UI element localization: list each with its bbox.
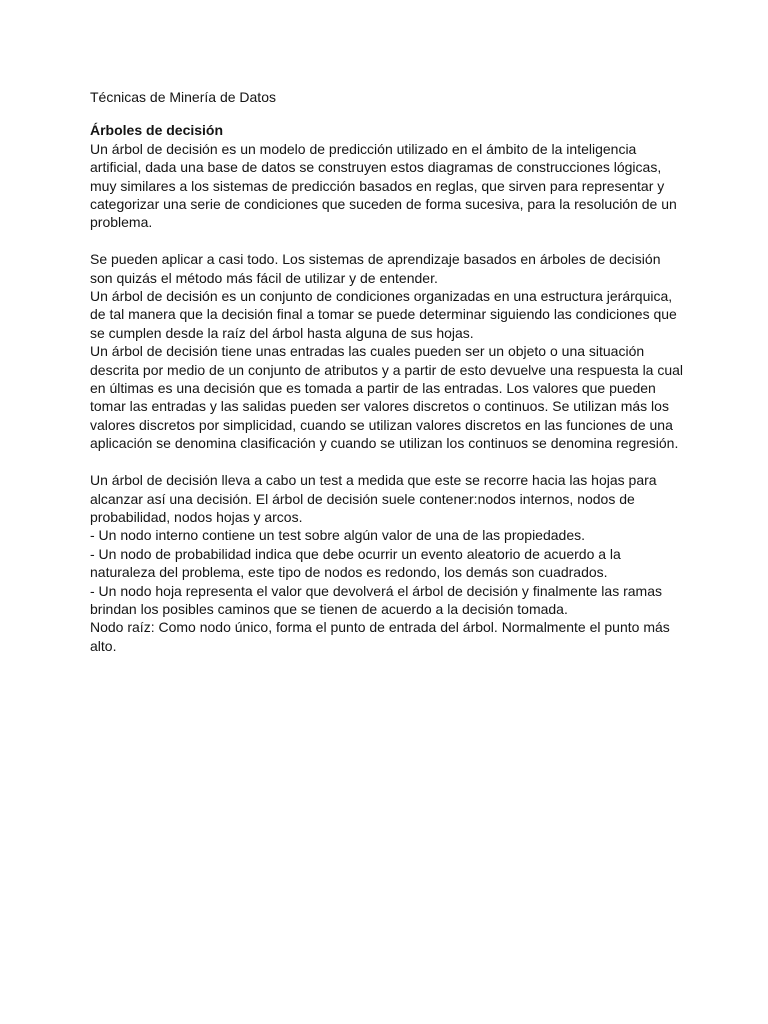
paragraph — [90, 471, 728, 526]
text-line: problema. — [90, 214, 153, 231]
text-line: categorizar una serie de condiciones que suceden de forma sucesiva, para la resolución de un — [90, 196, 677, 213]
text-line: aplicación se denomina clasificación y cuando se utilizan los continuos se denomina regresión. — [90, 435, 679, 452]
paragraph — [90, 250, 728, 287]
text-line: Un árbol de decisión es un modelo de predicción utilizado en el ámbito de la inteligencia — [90, 140, 637, 157]
text-line: naturaleza del problema, este tipo de nodos es redondo, los demás son cuadrados. — [90, 564, 608, 581]
paragraph — [90, 545, 728, 582]
text-line: - Un nodo hoja representa el valor que devolverá el árbol de decisión y finalmente las ramas — [90, 582, 662, 599]
text-line: alcanzar así una decisión. El árbol de decisión suele contener:nodos internos, nodos de — [90, 490, 635, 507]
paragraph — [90, 582, 728, 619]
text-line: descrita por medio de un conjunto de atributos y a partir de esto devuelve una respuesta la cual — [90, 361, 684, 378]
text-line: en últimas es una decisión que es tomada a partir de las entradas. Los valores que pueden — [90, 380, 656, 397]
text-line: alto. — [90, 637, 117, 654]
text-line: - Un nodo interno contiene un test sobre algún valor de una de las propiedades. — [90, 527, 586, 544]
paragraph — [90, 342, 728, 452]
paragraph — [90, 618, 728, 655]
text-line: Nodo raíz: Como nodo único, forma el punto de entrada del árbol. Normalmente el punto más — [90, 619, 670, 636]
text-line: artificial, dada una base de datos se construyen estos diagramas de construcciones lógicas, — [90, 159, 662, 176]
paragraph — [90, 526, 728, 544]
text-line: tomar las entradas y las salidas pueden ser valores discretos o continuos. Se utilizan más los — [90, 398, 669, 415]
text-line: muy similares a los sistemas de predicción basados en reglas, que sirven para representar y — [90, 177, 665, 194]
paragraph — [90, 287, 728, 342]
text-line: Un árbol de decisión tiene unas entradas las cuales pueden ser un objeto o una situación — [90, 343, 645, 360]
document-body — [90, 140, 728, 655]
paragraph — [90, 140, 728, 232]
section-heading: Árboles de decisión — [90, 122, 224, 139]
text-line: de tal manera que la decisión final a tomar se puede determinar siguiendo las condiciones que — [90, 306, 677, 323]
text-line: son quizás el método más fácil de utilizar y de entender. — [90, 269, 438, 286]
text-line: probabilidad, nodos hojas y arcos. — [90, 508, 303, 525]
text-line: brindan los posibles caminos que se tienen de acuerdo a la decisión tomada. — [90, 600, 568, 617]
text-line: Se pueden aplicar a casi todo. Los sistemas de aprendizaje basados en árboles de decisión — [90, 251, 661, 268]
text-line: Un árbol de decisión es un conjunto de condiciones organizadas en una estructura jerárquica, — [90, 288, 673, 305]
text-line: valores discretos por simplicidad, cuando se utilizan valores discretos en las funciones de una — [90, 416, 673, 433]
text-line: Un árbol de decisión lleva a cabo un test a medida que este se recorre hacia las hojas para — [90, 472, 657, 489]
text-line: - Un nodo de probabilidad indica que debe ocurrir un evento aleatorio de acuerdo a la — [90, 545, 621, 562]
document-title: Técnicas de Minería de Datos — [90, 89, 276, 105]
text-line: se cumplen desde la raíz del árbol hasta alguna de sus hojas. — [90, 324, 474, 341]
